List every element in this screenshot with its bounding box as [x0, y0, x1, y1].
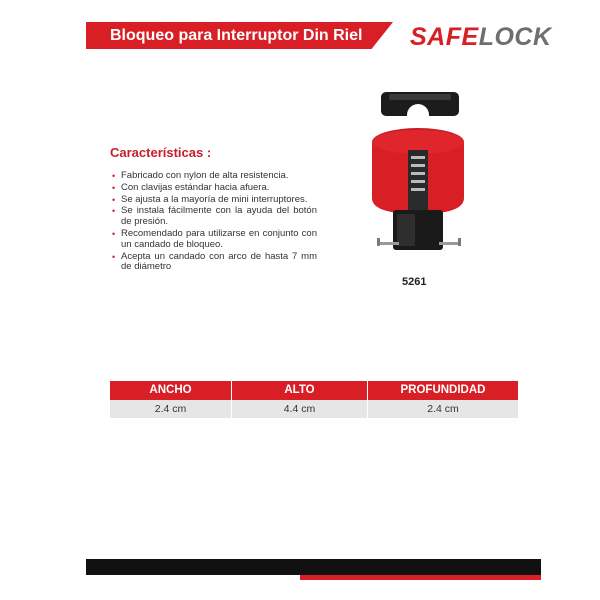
- value-cell-width: 2.4 cm: [110, 400, 232, 418]
- feature-item: • Se ajusta a la mayoría de mini interruptores.: [112, 195, 317, 206]
- feature-item: • Fabricado con nylon de alta resistencia.: [112, 171, 317, 182]
- product-model-number: 5261: [402, 276, 427, 288]
- header-cell-height: ALTO: [232, 381, 368, 400]
- brand-logo-part2: LOCK: [478, 23, 552, 51]
- breaker-lockout-illustration: [363, 90, 468, 265]
- dimensions-header-row: [110, 381, 518, 400]
- feature-item: • Se instala fácilmente con la ayuda del botón de presión.: [112, 206, 317, 228]
- features-heading: Características :: [110, 145, 212, 160]
- value-cell-depth: 2.4 cm: [368, 400, 518, 418]
- dimensions-value-row: [110, 400, 518, 418]
- header-cell-width: ANCHO: [110, 381, 232, 400]
- features-list: [112, 171, 317, 274]
- feature-item: • Con clavijas estándar hacia afuera.: [112, 183, 317, 194]
- brand-logo-part1: SAFE: [410, 23, 479, 51]
- footer-bar: [86, 559, 541, 575]
- header-cell-depth: PROFUNDIDAD: [368, 381, 518, 400]
- footer-accent-bar: [300, 575, 541, 580]
- product-image: [363, 90, 468, 265]
- page-title: Bloqueo para Interruptor Din Riel: [110, 27, 363, 44]
- feature-item: • Recomendado para utilizarse en conjunto con un candado de bloqueo.: [112, 229, 317, 251]
- value-cell-height: 4.4 cm: [232, 400, 368, 418]
- brand-logo: [410, 23, 552, 51]
- feature-item: • Acepta un candado con arco de hasta 7 mm de diámetro: [112, 252, 317, 274]
- dimensions-table: [110, 381, 518, 418]
